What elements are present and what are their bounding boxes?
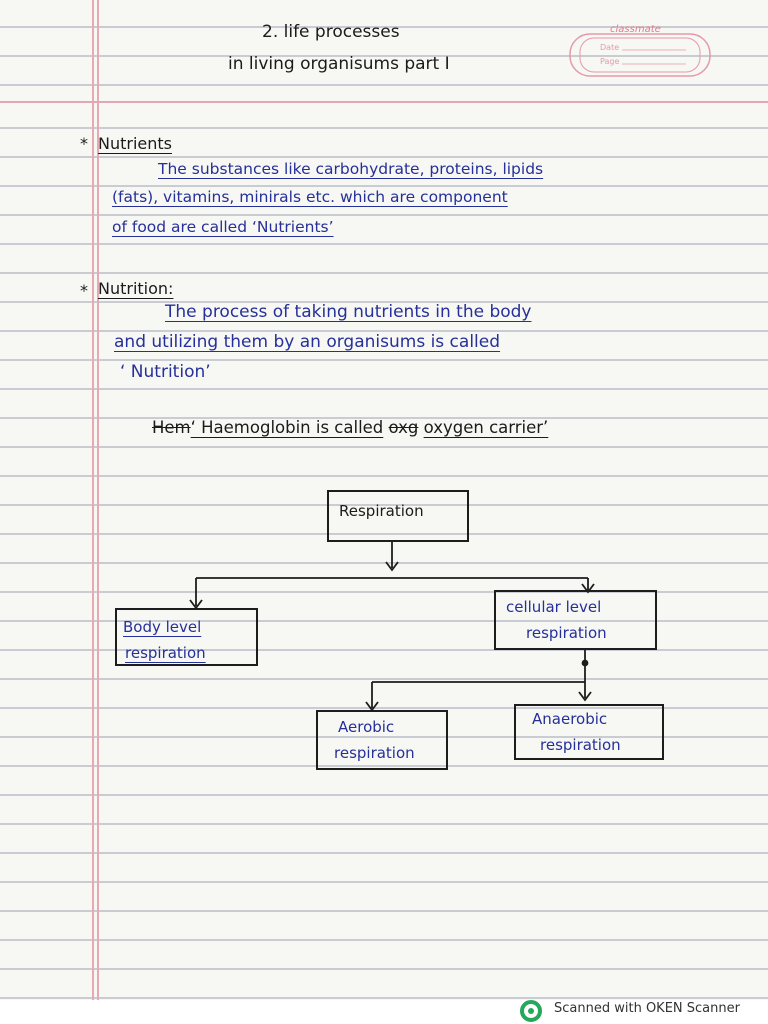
page-title-line1: 2. life processes <box>262 22 400 42</box>
nutrition-line2: and utilizing them by an organisums is called <box>114 332 501 352</box>
nutrients-line2: (fats), vitamins, minirals etc. which are component <box>112 188 508 206</box>
nutrition-line3: ‘ Nutrition’ <box>120 362 211 382</box>
haemoglobin-text-1: ‘ Haemoglobin is called <box>190 418 384 437</box>
aerobic-box <box>316 710 448 770</box>
nutrition-heading: Nutrition: <box>98 279 174 298</box>
cellular-level-box <box>494 590 657 650</box>
respiration-label: Respiration <box>339 502 424 520</box>
oken-scanner-icon <box>518 998 544 1024</box>
body-level-label-1: Body level <box>123 618 202 636</box>
haemoglobin-text-2: oxygen carrier’ <box>423 418 549 437</box>
aerobic-label-1: Aerobic <box>338 718 395 736</box>
logo-date-label: Date <box>600 43 620 52</box>
cellular-level-label-2: respiration <box>526 624 607 642</box>
anaerobic-label-1: Anaerobic <box>532 710 608 728</box>
nutrients-line3: of food are called ‘Nutrients’ <box>112 218 334 236</box>
struck-word-hem: Hem <box>152 418 191 437</box>
scanner-watermark-text: Scanned with OKEN Scanner <box>554 1001 740 1016</box>
body-level-box <box>115 608 258 666</box>
nutrients-line1: The substances like carbohydrate, proteins, lipids <box>158 160 544 178</box>
struck-word-oxg: oxg <box>388 418 419 437</box>
body-level-label-2: respiration <box>125 644 206 662</box>
cellular-level-label-1: cellular level <box>506 598 602 616</box>
aerobic-label-2: respiration <box>334 744 415 762</box>
logo-brand: classmate <box>610 24 661 35</box>
nutrition-heading-star: * <box>80 281 88 300</box>
logo-page-label: Page <box>600 57 620 66</box>
anaerobic-box <box>514 704 664 760</box>
nutrients-heading: Nutrients <box>98 134 172 153</box>
nutrients-heading-star: * <box>80 134 88 153</box>
respiration-box <box>327 490 469 542</box>
anaerobic-label-2: respiration <box>540 736 621 754</box>
page-title-line2: in living organisums part I <box>228 54 450 74</box>
nutrition-line1: The process of taking nutrients in the body <box>165 302 532 322</box>
